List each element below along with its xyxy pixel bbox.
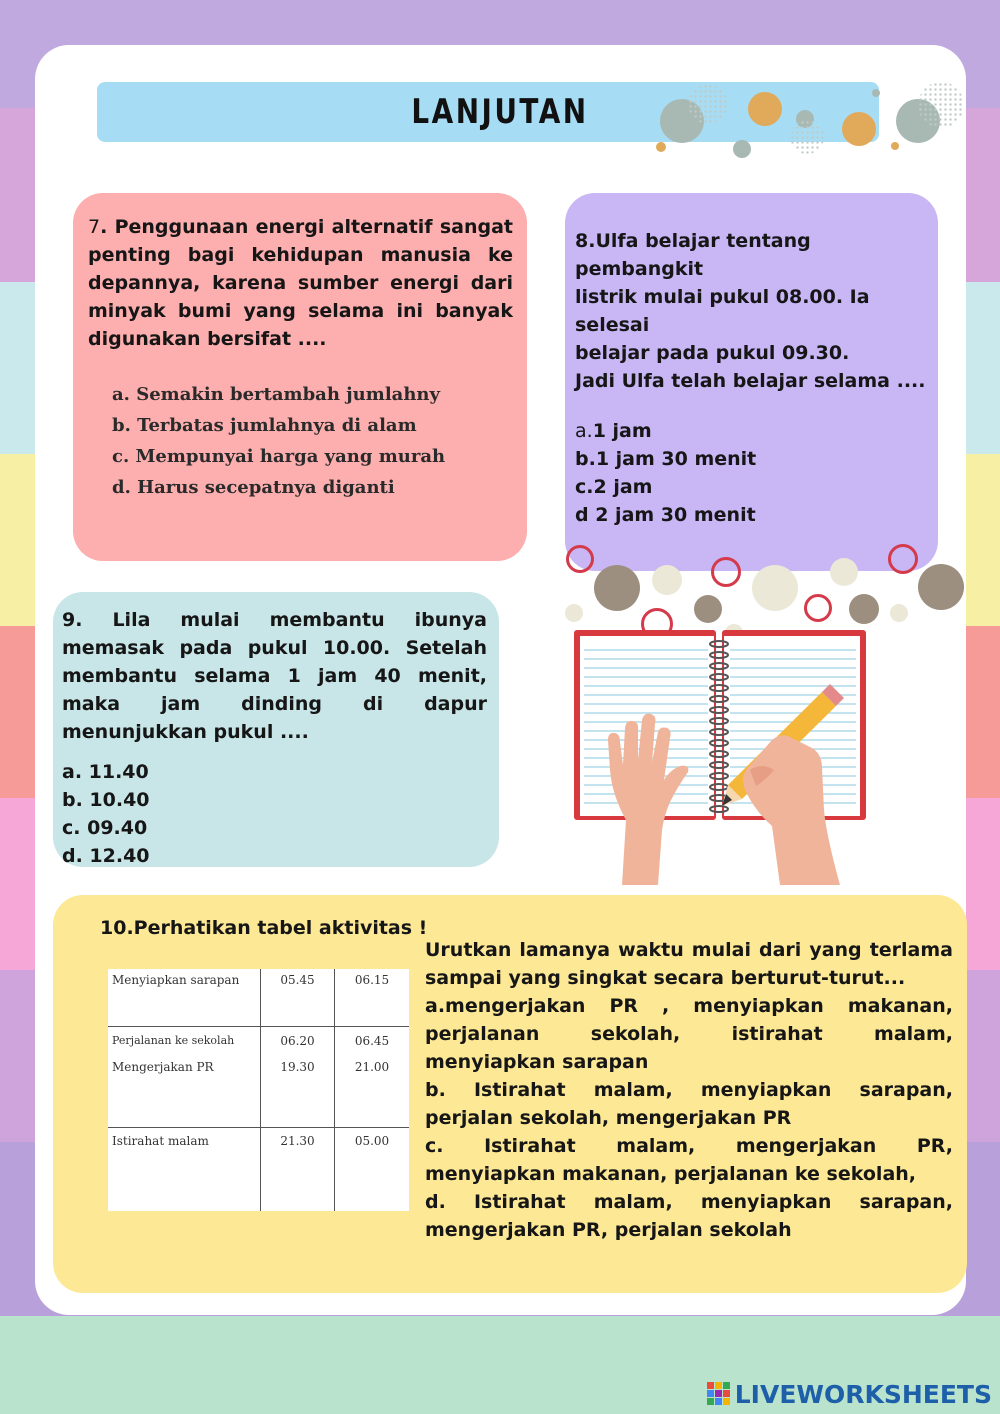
option-a-label: 1 jam xyxy=(592,420,652,442)
option-c[interactable]: c. Mempunyai harga yang murah xyxy=(112,446,446,467)
question-8-line: belajar pada pukul 09.30. xyxy=(575,342,850,364)
question-8-card xyxy=(565,193,938,571)
question-9-text: 9. Lila mulai membantu ibunya memasak pada pukul 10.00. Setelah membantu selama 1 jam 40 menit, maka jam dinding di dapur menunjukkan pukul .... xyxy=(62,609,487,743)
question-10-body xyxy=(425,936,953,1244)
end-time: 05.00 xyxy=(335,1127,410,1211)
option-c[interactable]: c. 09.40 xyxy=(62,817,148,839)
option-a[interactable]: a. 11.40 xyxy=(62,761,149,783)
option-a[interactable] xyxy=(575,417,928,445)
option-b[interactable]: b. Terbatas jumlahnya di alam xyxy=(112,415,417,436)
end-time: 06.15 xyxy=(335,969,410,1026)
activity-table xyxy=(108,969,409,1211)
option-b[interactable]: b. 10.40 xyxy=(62,789,150,811)
activity-name xyxy=(108,1026,261,1127)
page-title: LANJUTAN xyxy=(411,92,589,132)
notebook-writing-illustration xyxy=(560,620,880,885)
option-d[interactable]: d 2 jam 30 menit xyxy=(575,504,756,526)
end-time xyxy=(335,1026,410,1127)
liveworksheets-logo[interactable] xyxy=(707,1380,992,1408)
time-line: 19.30 xyxy=(280,1059,315,1074)
option-a-prefix: a. xyxy=(575,420,593,442)
question-8-line: Jadi Ulfa telah belajar selama .... xyxy=(575,370,926,392)
start-time: 21.30 xyxy=(261,1127,335,1211)
option-b[interactable]: b. Istirahat malam, menyiapkan sarapan, perjalan sekolah, mengerjakan PR xyxy=(425,1079,953,1129)
question-8-line: 8.Ulfa belajar tentang pembangkit xyxy=(575,230,811,280)
table-row xyxy=(108,1026,409,1127)
time-line: 06.45 xyxy=(354,1033,390,1048)
liveworksheets-logo-icon xyxy=(707,1382,731,1406)
question-7-card xyxy=(73,193,527,561)
activity-name-line: Perjalanan ke sekolah xyxy=(112,1033,235,1047)
option-d[interactable]: d. 12.40 xyxy=(62,845,150,867)
question-8-text xyxy=(575,227,928,395)
start-time: 05.45 xyxy=(261,969,335,1026)
activity-name-line: Mengerjakan PR xyxy=(112,1059,214,1074)
question-7-number: 7 xyxy=(88,216,101,238)
option-a[interactable]: a. Semakin bertambah jumlahny xyxy=(112,384,440,405)
start-time xyxy=(261,1026,335,1127)
table-row xyxy=(108,969,409,1026)
option-d[interactable]: d. Harus secepatnya diganti xyxy=(112,477,395,498)
time-line: 06.20 xyxy=(280,1033,315,1048)
question-8-options xyxy=(575,417,928,529)
question-7-body: . Penggunaan energi alternatif sangat penting bagi kehidupan manusia ke depannya, karena sumber energi dari minyak bumi yang selama ini banyak digunakan bersifat .... xyxy=(88,216,513,350)
option-c[interactable]: c. Istirahat malam, mengerjakan PR, menyiapkan makanan, perjalanan ke sekolah, xyxy=(425,1135,953,1185)
question-7-options xyxy=(88,379,513,503)
activity-name: Istirahat malam xyxy=(108,1127,261,1211)
table-row xyxy=(108,1127,409,1211)
option-a[interactable]: a.mengerjakan PR , menyiapkan makanan, perjalanan sekolah, istirahat malam, menyiapkan sarapan xyxy=(425,995,953,1073)
question-8-line: listrik mulai pukul 08.00. Ia selesai xyxy=(575,286,870,336)
question-9-options xyxy=(62,758,487,870)
option-b[interactable]: b.1 jam 30 menit xyxy=(575,448,757,470)
option-c[interactable]: c.2 jam xyxy=(575,476,653,498)
liveworksheets-brand: LIVEWORKSHEETS xyxy=(734,1379,992,1409)
question-10-heading: 10.Perhatikan tabel aktivitas ! xyxy=(100,917,428,939)
question-10-instruction: Urutkan lamanya waktu mulai dari yang terlama sampai yang singkat secara berturut-turut... xyxy=(425,939,953,989)
question-7-text xyxy=(88,213,513,353)
option-d[interactable]: d. Istirahat malam, menyiapkan sarapan, mengerjakan PR, perjalan sekolah xyxy=(425,1191,953,1241)
question-9-card xyxy=(53,592,499,867)
time-line: 21.00 xyxy=(354,1059,390,1074)
activity-name: Menyiapkan sarapan xyxy=(108,969,261,1026)
